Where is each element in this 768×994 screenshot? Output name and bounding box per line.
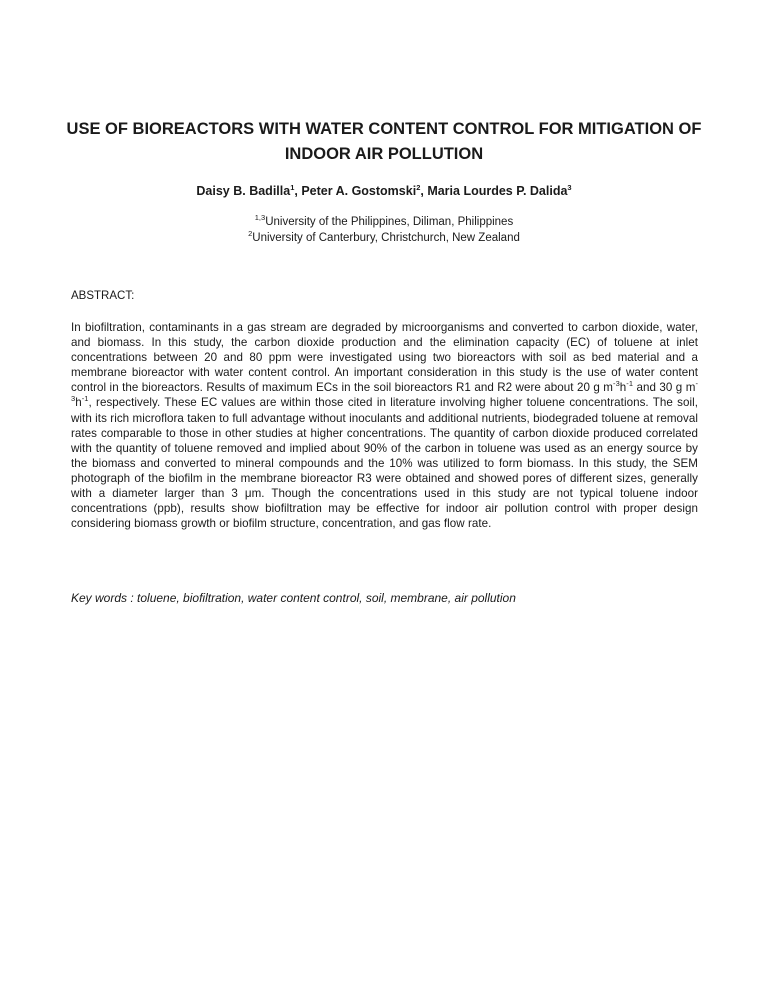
unit-exponent: -1 bbox=[81, 394, 89, 404]
author-affiliation-marker: 1 bbox=[290, 182, 295, 192]
unit-symbol: h bbox=[619, 381, 627, 395]
abstract-text: , respectively. These EC values are within those cited in literature involving higher toluene concentrations. The soil, with its rich microflora taken to full advantage without inoculants and additional nutrients, biodegraded toluene at removal rates comparable to those in other studies at higher concentrations. The quantity of carbon dioxide produced correlated with the quantity of toluene removed and implied about 90% of the carbon in toluene was used as an energy source by the biomass and converted to mineral compounds and the 10% was utilized to form biomass. In this study, the SEM photograph of the biofilm in the membrane bioreactor R3 were obtained and showed pores of different sizes, generally with a diameter larger than 3 μm. Though the concentrations used in this study are not typical toluene indoor concentrations (ppb), results show biofiltration may be effective for indoor air pollution control with proper design considering biomass growth or biofilm structure, concentration, and gas flow rate. bbox=[71, 396, 698, 531]
unit-exponent: -3 bbox=[613, 379, 620, 389]
author-name: Maria Lourdes P. Dalida bbox=[427, 184, 568, 198]
author-separator: , bbox=[420, 184, 428, 198]
unit-exponent: -1 bbox=[626, 379, 634, 389]
unit-symbol: h bbox=[75, 396, 82, 410]
affiliation-marker: 1,3 bbox=[254, 213, 266, 223]
abstract-body bbox=[71, 320, 698, 531]
affiliation-text: University of the Philippines, Diliman, Philippines bbox=[265, 216, 514, 228]
affiliation-text: University of Canterbury, Christchurch, New Zealand bbox=[252, 232, 520, 244]
abstract-text: In biofiltration, contaminants in a gas stream are degraded by microorganisms and converted to carbon dioxide, water, and biomass. In this study, the carbon dioxide production and the elimination capacity (EC) of toluene at inlet concentrations between 20 and 80 ppm were investigated using two bioreactors with soil as bed material and a membrane bioreactor with water content control. An important consideration in this study is the use of water content control in the bioreactors. Results of maximum ECs in the soil bioreactors R1 and R2 were about 20 g m bbox=[71, 321, 698, 395]
abstract-text: and 30 g m bbox=[633, 381, 696, 395]
author-affiliation-marker: 3 bbox=[567, 182, 572, 192]
affiliation-line bbox=[60, 230, 708, 246]
keywords: Key words : toluene, biofiltration, water content control, soil, membrane, air pollution bbox=[71, 591, 516, 605]
author-name: Peter A. Gostomski bbox=[301, 184, 417, 198]
affiliations bbox=[60, 214, 708, 246]
author-separator: , bbox=[294, 184, 302, 198]
abstract-heading: ABSTRACT: bbox=[71, 290, 135, 302]
affiliation-line bbox=[60, 214, 708, 230]
author-line bbox=[60, 182, 708, 200]
affiliation-marker: 2 bbox=[248, 229, 253, 239]
unit-exponent: -3 bbox=[71, 379, 698, 404]
author-name: Daisy B. Badilla bbox=[196, 184, 291, 198]
paper-title: USE OF BIOREACTORS WITH WATER CONTENT CONTROL FOR MITIGATION OF INDOOR AIR POLLUTION bbox=[66, 120, 702, 163]
author-affiliation-marker: 2 bbox=[416, 182, 421, 192]
